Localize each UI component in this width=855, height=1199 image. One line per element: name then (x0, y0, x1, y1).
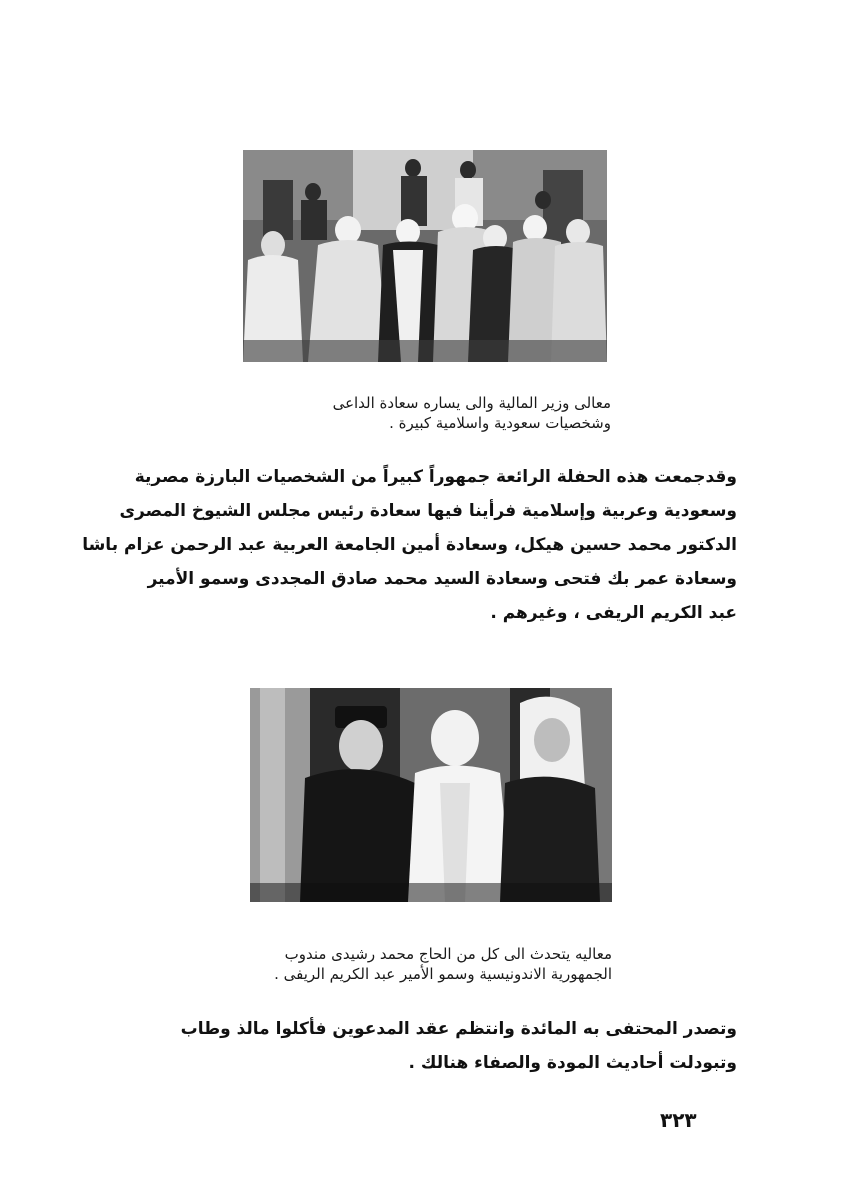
group-photo-image (243, 150, 607, 362)
paragraph-2 (117, 1012, 737, 1080)
paragraph-1-line: وسعودية وعربية وإسلامية فرأينا فيها سعادة رئيس مجلس الشيوخ المصرى (119, 501, 737, 521)
paragraph-1-line: عبد الكريم الريفى ، وغيرهم . (490, 603, 737, 623)
photo-2-caption-line-2: الجمهورية الاندونيسية وسمو الأمير عبد الكريم الريفى . (274, 965, 612, 983)
photo-1-caption (231, 393, 611, 433)
conversation-photo (250, 688, 612, 902)
paragraph-1-line: الدكتور محمد حسين هيكل، وسعادة أمين الجامعة العربية عبد الرحمن عزام باشا (82, 535, 737, 555)
photo-2-caption-line-1: معاليه يتحدث الى كل من الحاج محمد رشيدى مندوب (284, 945, 612, 963)
conversation-photo-image (250, 688, 612, 902)
photo-1-caption-line-2: وشخصيات سعودية واسلامية كبيرة . (389, 414, 611, 432)
paragraph-1-line: وقدجمعت هذه الحفلة الرائعة جمهوراً كبيراً من الشخصيات البارزة مصرية (134, 467, 737, 487)
page-number: ٣٢٣ (660, 1108, 697, 1132)
paragraph-1 (82, 460, 737, 630)
photo-2-caption (212, 944, 612, 984)
paragraph-2-line: وتبودلت أحاديث المودة والصفاء هنالك . (408, 1053, 737, 1073)
paragraph-1-line: وسعادة عمر بك فتحى وسعادة السيد محمد صادق المجددى وسمو الأمير (147, 569, 737, 589)
photo-1-caption-line-1: معالى وزير المالية والى يساره سعادة الداعى (332, 394, 611, 412)
group-photo (243, 150, 607, 362)
paragraph-2-line: وتصدر المحتفى به المائدة وانتظم عقد المدعوين فأكلوا مالذ وطاب (180, 1019, 737, 1039)
